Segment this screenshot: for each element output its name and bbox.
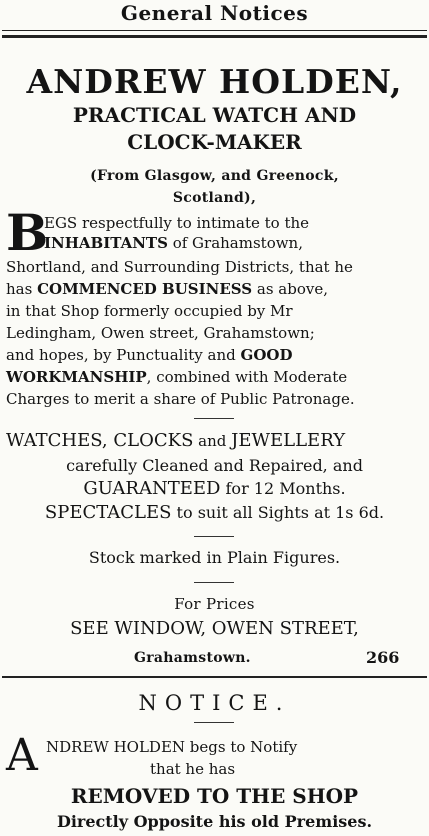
- see-window-line: SEE WINDOW, OWEN STREET,: [70, 618, 359, 639]
- body-line-5: in that Shop formerly occupied by Mr: [6, 302, 293, 320]
- origin-line-1: (From Glasgow, and Greenock,: [90, 168, 339, 184]
- body-line-4: has COMMENCED BUSINESS as above,: [6, 280, 328, 298]
- services-line-1: WATCHES, CLOCKS and JEWELLERY: [6, 430, 346, 451]
- services-line-3: GUARANTEED for 12 Months.: [83, 478, 346, 499]
- body-line-8: WORKMANSHIP, combined with Moderate: [6, 368, 348, 386]
- notice-title: NOTICE.: [138, 691, 291, 715]
- prices-label: For Prices: [174, 595, 255, 613]
- body-line-1: EGS respectfully to intimate to the: [44, 214, 310, 232]
- divider: [194, 582, 234, 583]
- trade-line-1: PRACTICAL WATCH AND: [72, 103, 357, 127]
- section-rule: [2, 676, 427, 678]
- stock-line: Stock marked in Plain Figures.: [88, 548, 341, 567]
- notice-line-2: that he has: [150, 760, 236, 778]
- header-rule-top: [2, 30, 427, 31]
- notice-line-4: Directly Opposite his old Premises.: [56, 812, 373, 831]
- advertiser-name: ANDREW HOLDEN,: [26, 62, 403, 101]
- section-header: General Notices: [120, 1, 309, 25]
- notice-line-3: REMOVED TO THE SHOP: [70, 784, 359, 808]
- body-line-2: INHABITANTS of Grahamstown,: [44, 234, 303, 252]
- dropcap-b: B: [6, 203, 49, 262]
- spectacles-line: SPECTACLES to suit all Sights at 1s 6d.: [44, 502, 385, 523]
- town-line: Grahamstown.: [134, 650, 251, 666]
- services-line-2: carefully Cleaned and Repaired, and: [66, 456, 363, 475]
- notice-line-1: NDREW HOLDEN begs to Notify: [46, 738, 298, 756]
- trade-line-2: CLOCK-MAKER: [127, 130, 302, 154]
- divider: [194, 722, 234, 723]
- dropcap-a: A: [6, 730, 38, 781]
- divider: [194, 418, 234, 419]
- body-line-6: Ledingham, Owen street, Grahamstown;: [6, 324, 315, 342]
- body-line-7: and hopes, by Punctuality and GOOD: [6, 346, 293, 364]
- origin-line-2: Scotland),: [172, 190, 257, 206]
- body-line-3: Shortland, and Surrounding Districts, that he: [6, 258, 353, 276]
- ad-number: 266: [366, 648, 400, 667]
- body-line-9: Charges to merit a share of Public Patronage.: [6, 390, 355, 408]
- header-rule-bottom: [2, 35, 427, 38]
- divider: [194, 536, 234, 537]
